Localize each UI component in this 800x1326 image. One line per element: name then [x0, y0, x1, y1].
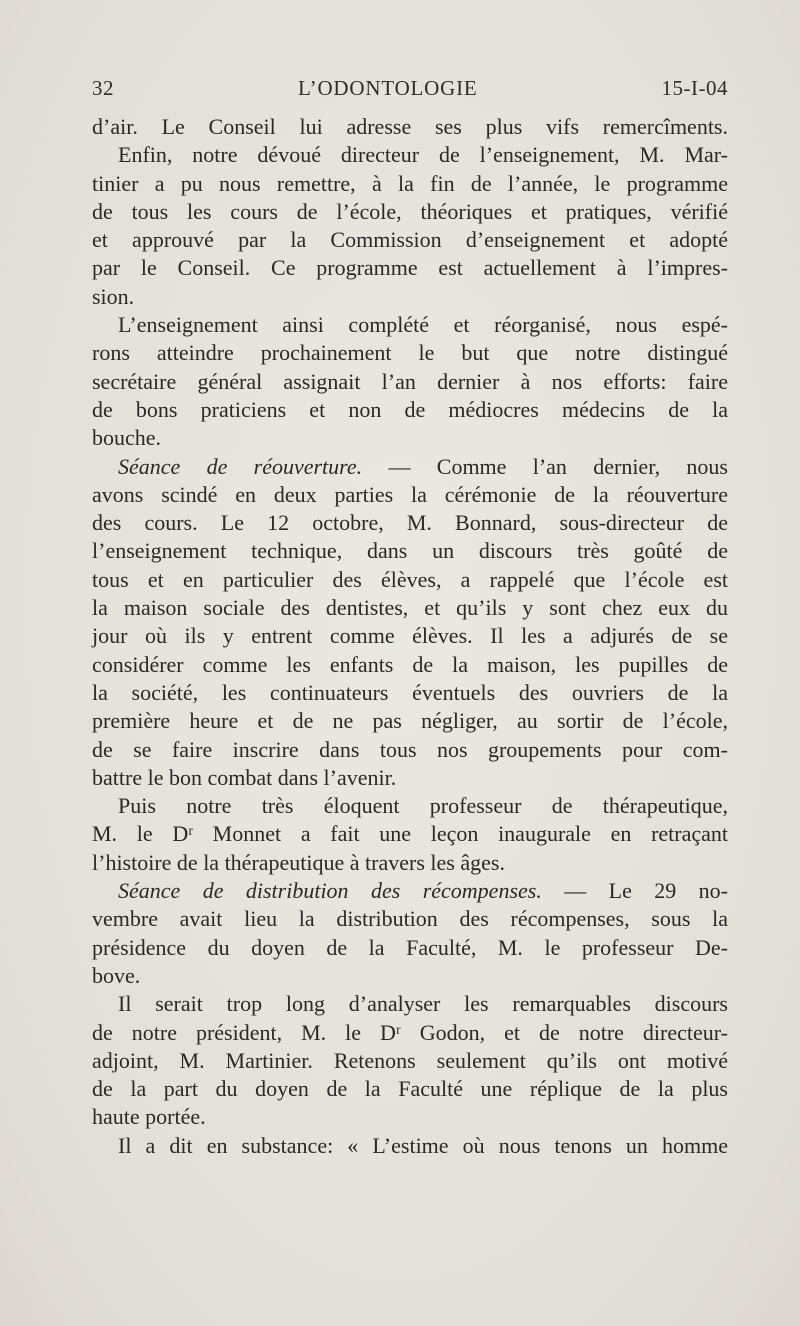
text-line: battre le bon combat dans l’avenir.: [92, 764, 397, 790]
running-head: [92, 76, 728, 106]
text-line: secrétaire général assignait l’an dernier à nos efforts: faire: [92, 368, 728, 394]
text-line: Il a dit en substance: « L’estime où nous tenons un homme: [118, 1132, 728, 1158]
body-text: [92, 113, 728, 1160]
line-text: — Le 29 no-: [541, 878, 729, 904]
text-line: [92, 877, 728, 905]
text-line: Puis notre très éloquent professeur de thérapeutique,: [118, 793, 728, 819]
text-line: l’enseignement technique, dans un discours très goûté de: [92, 538, 728, 564]
text-line: jour où ils y entrent comme élèves. Il les a adjurés de se: [92, 623, 728, 649]
page-number: 32: [92, 76, 114, 100]
text-line: sion.: [92, 283, 135, 309]
text-line: avons scindé en deux parties la cérémonie de la réouverture: [92, 481, 728, 507]
section-heading: Séance de réouverture.: [118, 453, 363, 479]
text-line: bouche.: [92, 425, 162, 451]
text-line: considérer comme les enfants de la maison, les pupilles de: [92, 651, 728, 677]
text-line: vembre avait lieu la distribution des récompenses, sous la: [92, 906, 728, 932]
text-line: la société, les continuateurs éventuels des ouvriers de la: [92, 679, 728, 705]
text-line: bove.: [92, 962, 141, 988]
text-line: l’histoire de la thérapeutique à travers les âges.: [92, 849, 505, 875]
text-line: adjoint, M. Martinier. Retenons seulement qu’ils ont motivé: [92, 1047, 728, 1073]
text-line: de tous les cours de l’école, théoriques et pratiques, vérifié: [92, 198, 728, 224]
journal-title: L’ODONTOLOGIE: [297, 76, 478, 100]
text-line: par le Conseil. Ce programme est actuellement à l’impres-: [92, 255, 728, 281]
line-text: — Comme l’an dernier, nous: [362, 453, 728, 479]
section-heading: Séance de distribution des récompenses.: [118, 878, 542, 904]
text-line: de bons praticiens et non de médiocres médecins de la: [92, 396, 728, 422]
text-line: tinier a pu nous remettre, à la fin de l’année, le programme: [92, 170, 728, 196]
text-line: et approuvé par la Commission d’enseignement et adopté: [92, 227, 728, 253]
text-line: M. le Dʳ Monnet a fait une leçon inaugurale en retraçant: [92, 821, 728, 847]
text-line: de la part du doyen de la Faculté une réplique de la plus: [92, 1076, 728, 1102]
issue-date: 15-I-04: [661, 76, 728, 100]
text-line: d’air. Le Conseil lui adresse ses plus vifs remercîments.: [92, 114, 728, 139]
text-line: de se faire inscrire dans tous nos groupements pour com-: [92, 736, 728, 762]
text-line: L’enseignement ainsi complété et réorganisé, nous espé-: [118, 312, 728, 338]
text-line: des cours. Le 12 octobre, M. Bonnard, sous-directeur de: [92, 510, 728, 536]
text-line: tous et en particulier des élèves, a rappelé que l’école est: [92, 566, 728, 592]
text-line: [92, 453, 728, 481]
text-line: la maison sociale des dentistes, et qu’ils y sont chez eux du: [92, 595, 728, 621]
text-line: première heure et de ne pas négliger, au sortir de l’école,: [92, 708, 728, 734]
text-line: Enfin, notre dévoué directeur de l’enseignement, M. Mar-: [118, 142, 728, 168]
text-line: rons atteindre prochainement le but que notre distingué: [92, 340, 728, 366]
text-line: Il serait trop long d’analyser les remarquables discours: [118, 991, 728, 1017]
text-line: présidence du doyen de la Faculté, M. le professeur De-: [92, 934, 728, 960]
text-line: haute portée.: [92, 1104, 206, 1130]
text-line: de notre président, M. le Dʳ Godon, et de notre directeur-: [92, 1019, 728, 1045]
